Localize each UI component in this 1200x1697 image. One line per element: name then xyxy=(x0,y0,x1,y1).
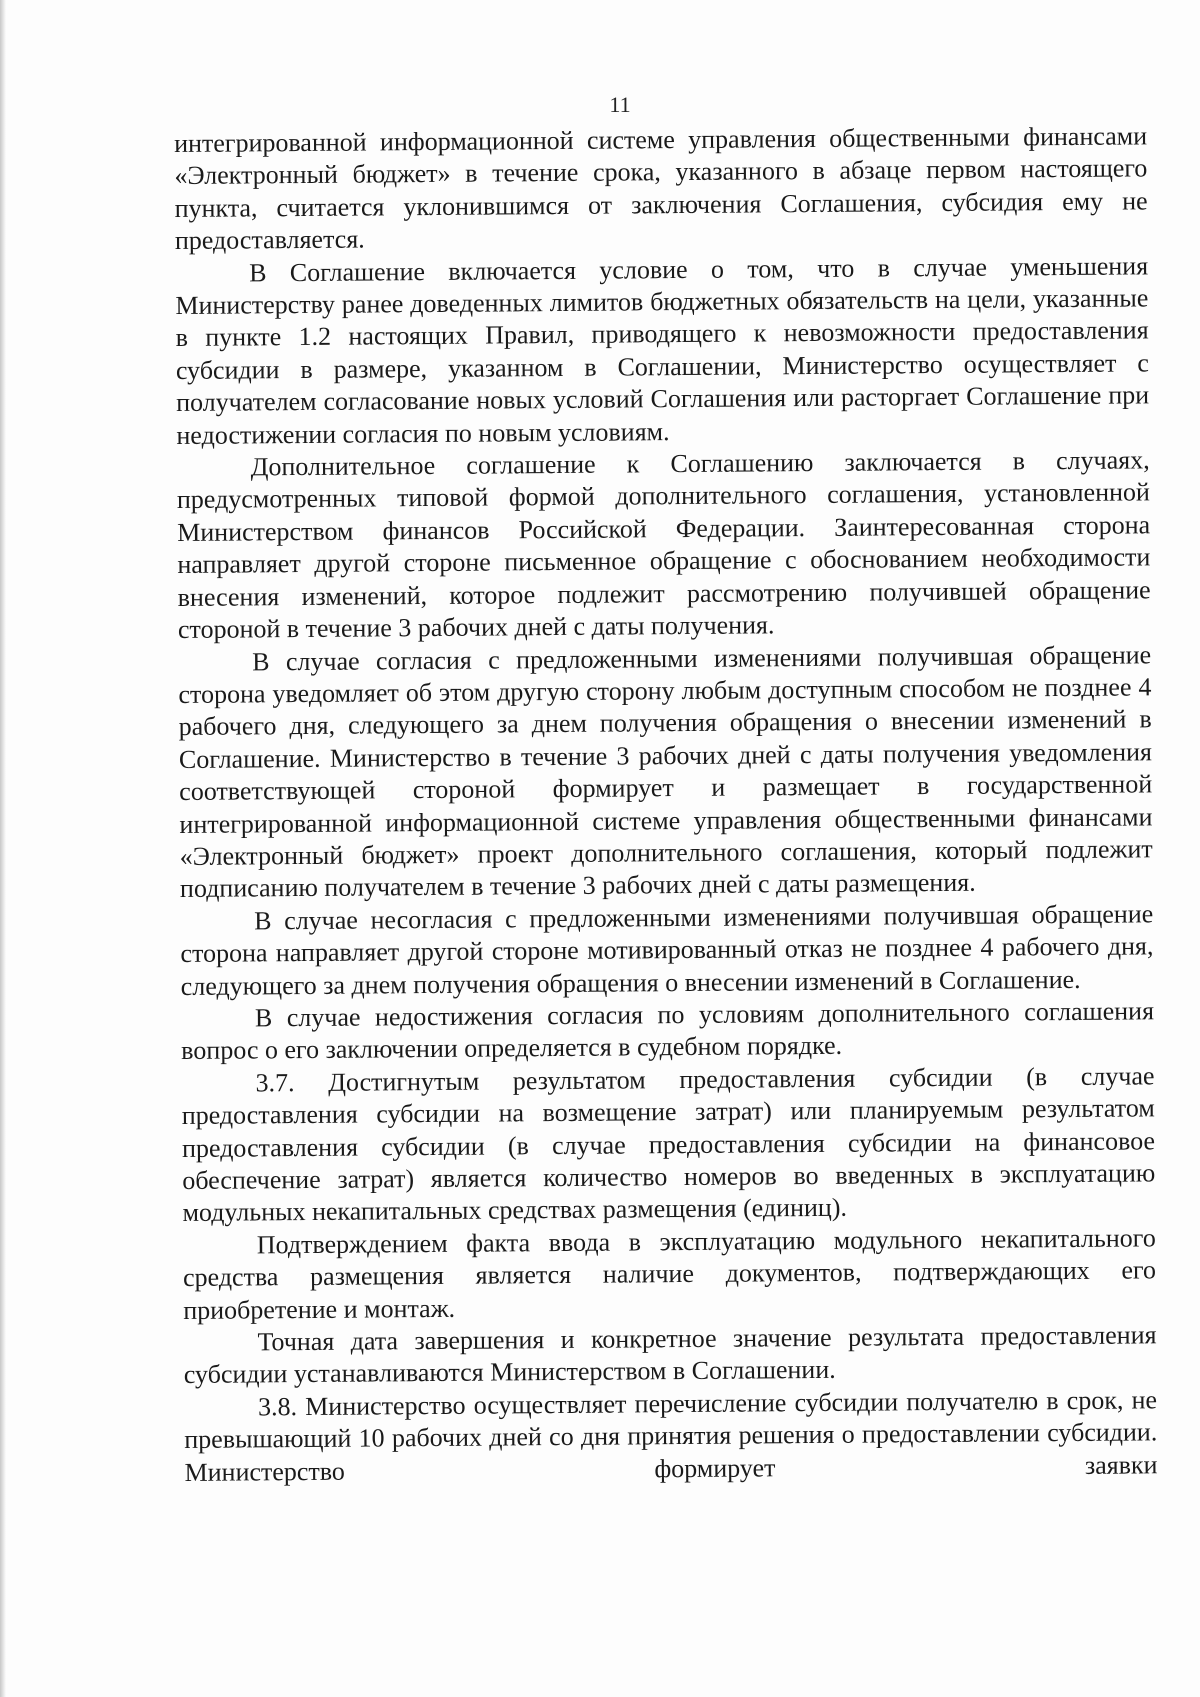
page-number: 11 xyxy=(609,92,631,117)
paragraph: В случае недостижения согласия по условиям дополнительного соглашения вопрос о его заключении определяется в судебном порядке. xyxy=(181,996,1155,1066)
document-body xyxy=(174,120,1158,1489)
paragraph: В случае согласия с предложенными изменениями получившая обращение сторона уведомляет об этом другую сторону любым доступным способом не позднее 4 рабочего дня, следующего за днем получения обращения о внесении изменений в Соглашение. Министерство в течение 3 рабочих дней с даты получения уведомления соответствующей стороной формирует и размещает в государственной интегрированной информационной системе управления общественными финансами «Электронный бюджет» проект дополнительного соглашения, который подлежит подписанию получателем в течение 3 рабочих дней с даты размещения. xyxy=(178,639,1153,904)
paragraph: В случае несогласия с предложенными изменениями получившая обращение сторона направляет другой стороне мотивированный отказ не позднее 4 рабочего дня, следующего за днем получения обращения о внесении изменений в Соглашение. xyxy=(180,899,1154,1001)
paragraph: В Соглашение включается условие о том, что в случае уменьшения Министерству ранее доведенных лимитов бюджетных обязательств на цели, указанные в пункте 1.2 настоящих Правил, приводящего к невозможности предоставления субсидии в размере, указанном в Соглашении, Министерство осуществляет с получателем согласование новых условий Соглашения или расторгает Соглашение при недостижении согласия по новым условиям. xyxy=(175,250,1150,450)
paragraph-clause-3-8: 3.8. Министерство осуществляет перечисление субсидии получателю в срок, не превышающий 10 рабочих дней со дня принятия решения о предоставлении субсидии. Министерство формирует заявки xyxy=(184,1385,1158,1487)
paragraph: Дополнительное соглашение к Соглашению заключается в случаях, предусмотренных типовой формой дополнительного соглашения, установленной Министерством финансов Российской Федерации. Заинтересованная сторона направляет другой стороне письменное обращение с обоснованием необходимости внесения изменений, которое подлежит рассмотрению получившей обращение стороной в течение 3 рабочих дней с даты получения. xyxy=(176,445,1151,645)
scan-edge-shadow xyxy=(0,0,6,1697)
paragraph: Подтверждением факта ввода в эксплуатацию модульного некапитального средства размещения является наличие документов, подтверждающих его приобретение и монтаж. xyxy=(182,1223,1157,1325)
paragraph-clause-3-7: 3.7. Достигнутым результатом предоставления субсидии (в случае предоставления субсидии на возмещение затрат) или планируемым результатом предоставления субсидии (в случае предоставления субсидии на финансовое обеспечение затрат) является количество номеров во введенных в эксплуатацию модульных некапитальных средствах размещения (единиц). xyxy=(181,1061,1156,1228)
paragraph: Точная дата завершения и конкретное значение результата предоставления субсидии устанавливаются Министерством в Соглашении. xyxy=(183,1320,1157,1390)
paragraph-continuation: интегрированной информационной системе управления общественными финансами «Электронный бюджет» в течение срока, указанного в абзаце первом настоящего пункта, считается уклонившимся от заключения Соглашения, субсидия ему не предоставляется. xyxy=(174,121,1148,256)
